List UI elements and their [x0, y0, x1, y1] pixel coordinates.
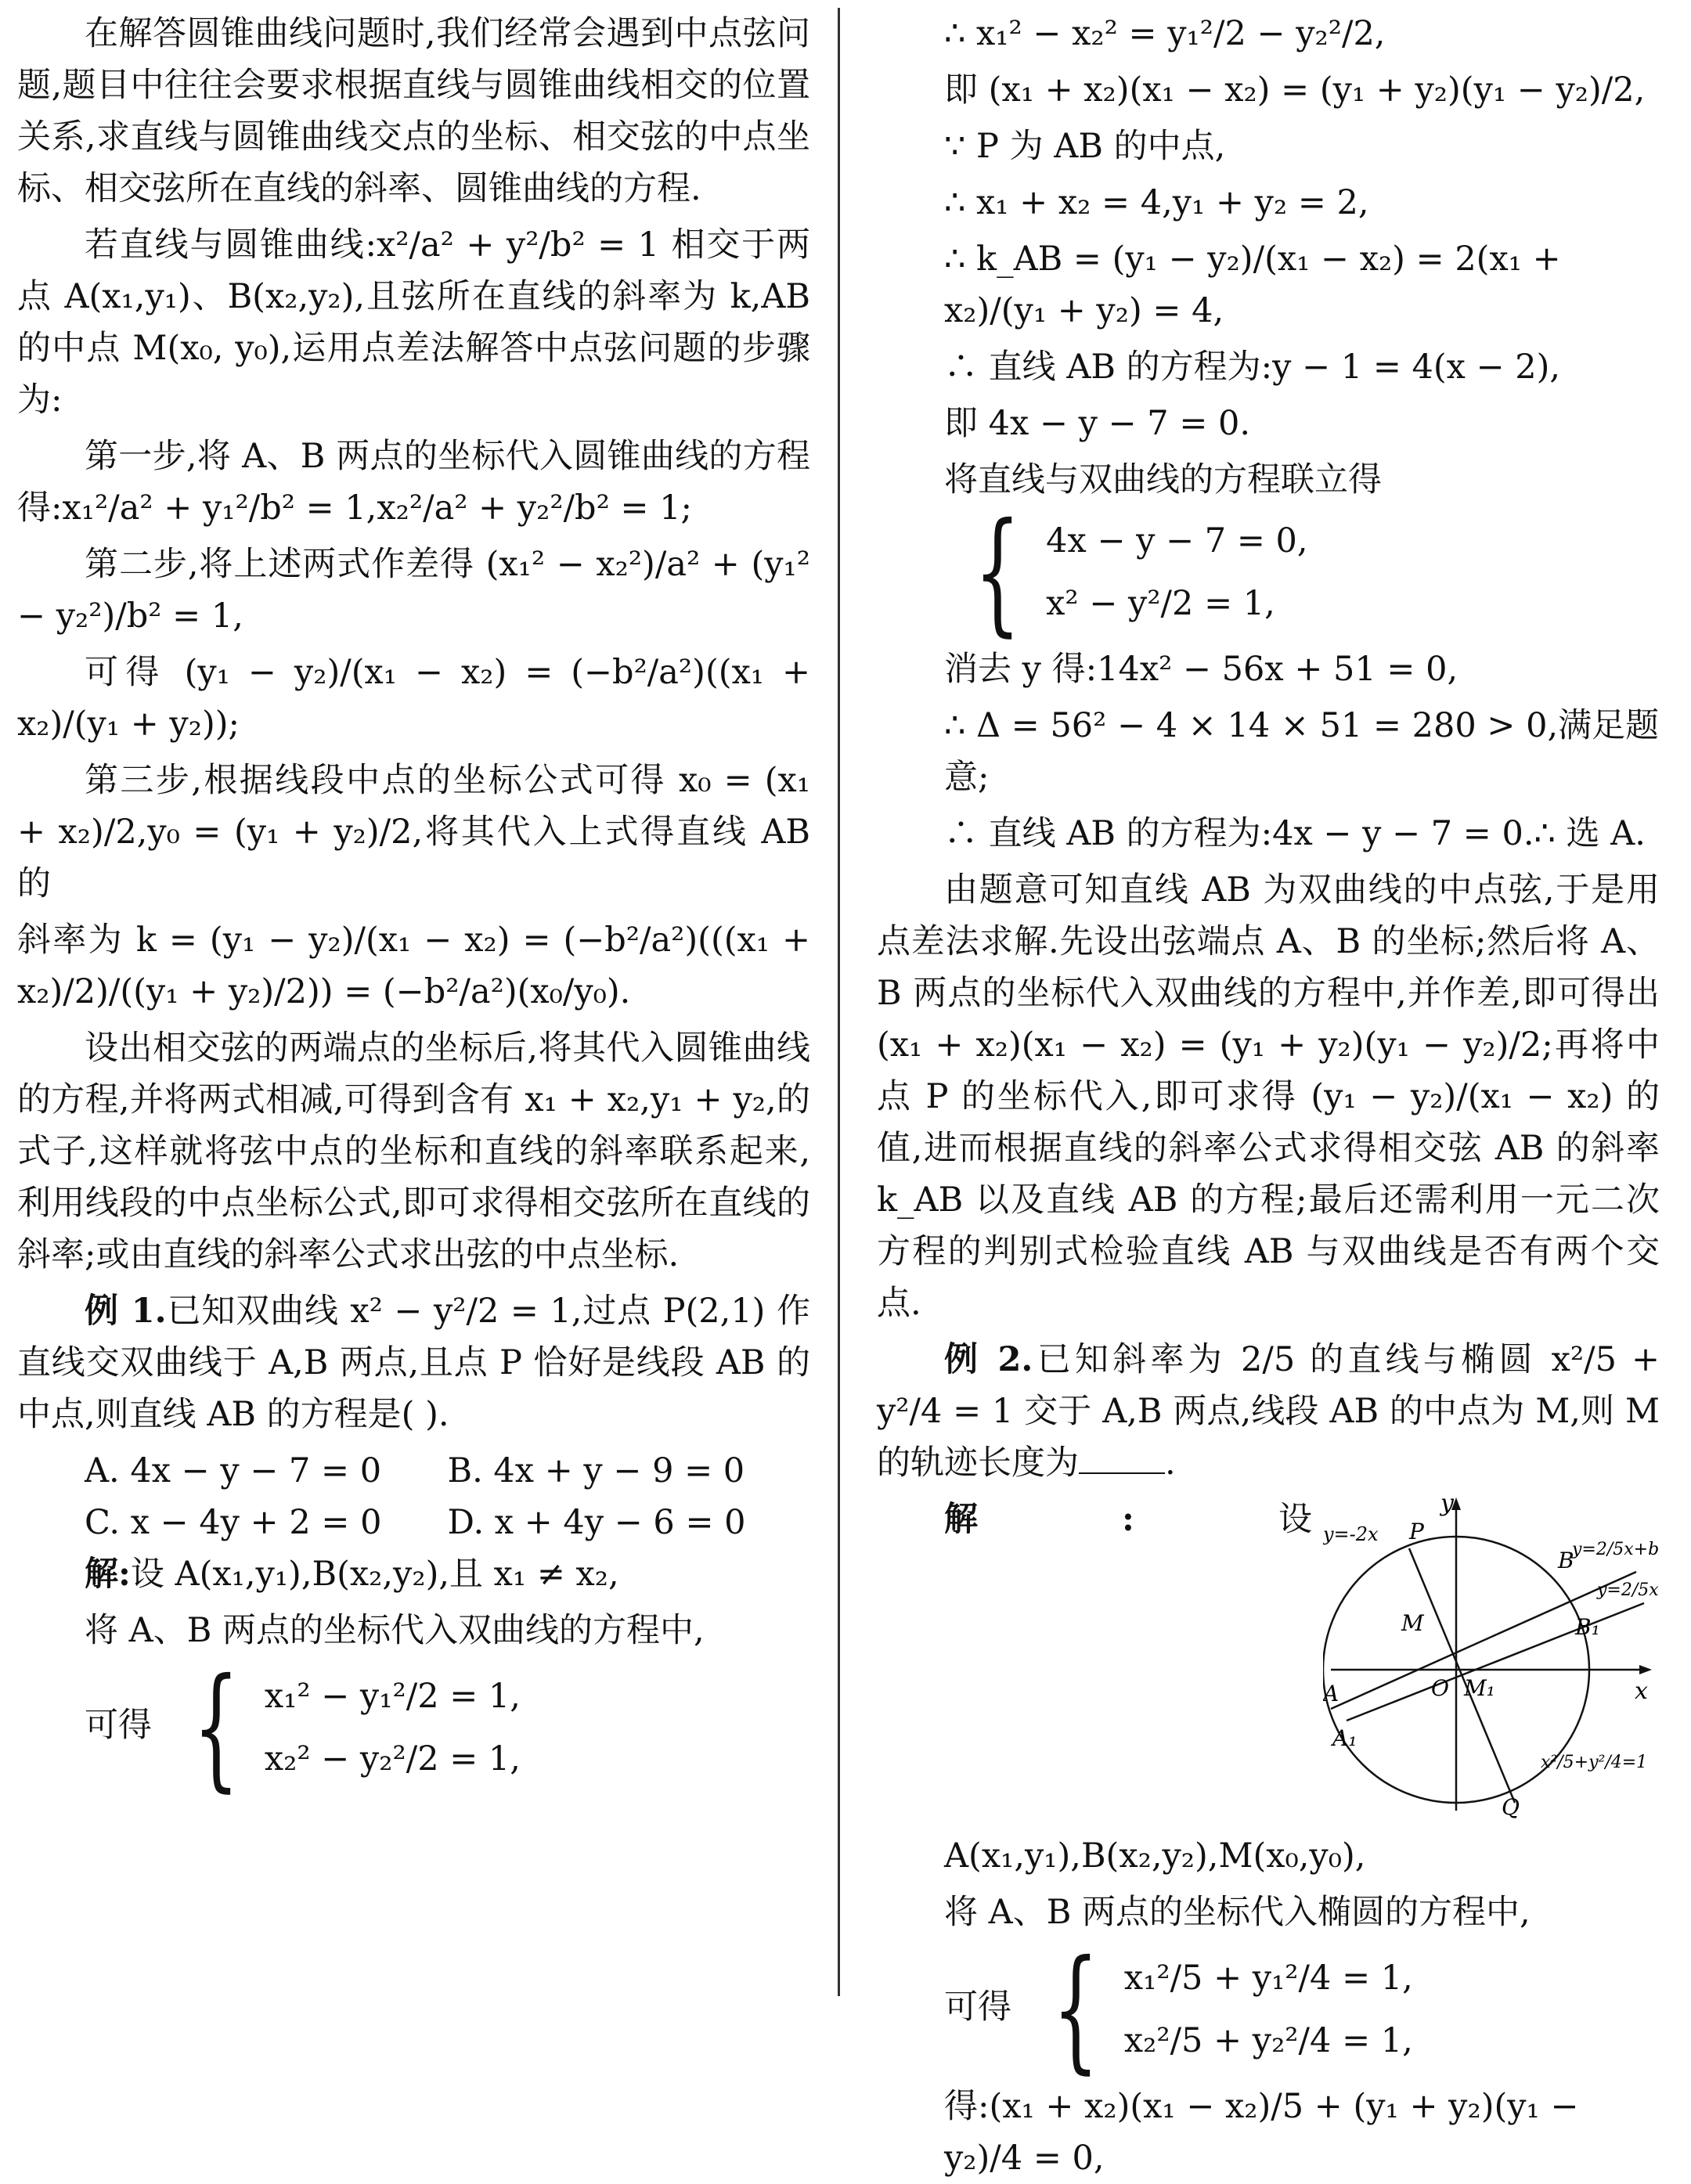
- setup-paragraph: 若直线与圆锥曲线:x²/a² + y²/b² = 1 相交于两点 A(x₁,y₁)、B(x₂,y₂),且弦所在直线的斜率为 k,AB 的中点 M(x₀, y₀),运用点差法解答中点弦问题的步骤为:: [17, 225, 810, 420]
- option-d: D. x + 4y − 6 = 0: [447, 1503, 746, 1542]
- label-a1: A₁: [1332, 1725, 1357, 1751]
- solution-two-text: 设 A(x₁,y₁),B(x₂,y₂),M(x₀,y₀),: [944, 1500, 1366, 1876]
- system-two-equation-1: x₁²/5 + y₁²/4 = 1,: [1123, 1959, 1413, 1998]
- option-c: C. x − 4y + 2 = 0: [85, 1503, 382, 1542]
- derivation-9: 消去 y 得:14x² − 56x + 51 = 0,: [944, 650, 1458, 689]
- step-two-result: 可得 (y₁ − y₂)/(x₁ − x₂) = (−b²/a²)((x₁ + x₂)/(y₁ + y₂));: [17, 653, 810, 744]
- solution-one-line2: 将 A、B 两点的坐标代入双曲线的方程中,: [85, 1611, 705, 1650]
- simultaneous-label: 将直线与双曲线的方程联立得: [944, 460, 1382, 499]
- solution-one-text: 设 A(x₁,y₁),B(x₂,y₂),且 x₁ ≠ x₂,: [130, 1555, 619, 1594]
- label-line-2-5x: y=2/5x: [1597, 1580, 1659, 1600]
- derivation-4: ∴ x₁ + x₂ = 4,y₁ + y₂ = 2,: [944, 183, 1369, 222]
- step-one: 第一步,将 A、B 两点的坐标代入圆锥曲线的方程得:x₁²/a² + y₁²/b² = 1,x₂²/a² + y₂²/b² = 1;: [17, 437, 810, 528]
- example-one-label: 例 1.: [85, 1292, 167, 1331]
- left-brace-icon: {: [974, 495, 1021, 650]
- simultaneous-equation-1: 4x − y − 7 = 0,: [1046, 521, 1308, 560]
- derivation-7: 即 4x − y − 7 = 0.: [944, 404, 1251, 443]
- left-column: [0, 0, 826, 2002]
- label-origin: O: [1431, 1675, 1449, 1701]
- label-b: B: [1558, 1548, 1574, 1573]
- system-equation-1: x₁² − y₁²/2 = 1,: [264, 1677, 521, 1716]
- option-a: A. 4x − y − 7 = 0: [85, 1451, 382, 1490]
- label-ellipse-eq: x²/5+y²/4=1: [1541, 1753, 1648, 1772]
- example-one: [17, 1285, 810, 1440]
- left-brace-icon: {: [1052, 1932, 1099, 2087]
- solution-one: [17, 1548, 810, 1600]
- ellipse-figure: [1323, 1494, 1660, 1822]
- label-m: M: [1401, 1610, 1424, 1636]
- example-one-options: [17, 1445, 810, 1548]
- label-x-axis: x: [1635, 1678, 1648, 1705]
- column-divider: [838, 8, 840, 1996]
- label-p: P: [1409, 1519, 1424, 1544]
- step-three-slope: 斜率为 k = (y₁ − y₂)/(x₁ − x₂) = (−b²/a²)(((x₁ + x₂)/2)/((y₁ + y₂)/2)) = (−b²/a²)(x₀/y₀).: [17, 921, 810, 1011]
- left-brace-icon: {: [193, 1650, 240, 1805]
- system-label: 可得: [85, 1706, 152, 1745]
- label-b1: B₁: [1575, 1614, 1600, 1640]
- derivation-1: ∴ x₁² − x₂² = y₁²/2 − y₂²/2,: [944, 14, 1386, 53]
- solution-two-line2: 将 A、B 两点的坐标代入椭圆的方程中,: [944, 1893, 1531, 1932]
- simultaneous-equation-2: x² − y²/2 = 1,: [1046, 584, 1275, 623]
- answer-blank: [1079, 1441, 1165, 1474]
- derivation-3: ∵ P 为 AB 的中点,: [944, 127, 1226, 166]
- step-two: 第二步,将上述两式作差得 (x₁² − x₂²)/a² + (y₁² − y₂²)/b² = 1,: [17, 545, 810, 636]
- summary-paragraph: 设出相交弦的两端点的坐标后,将其代入圆锥曲线的方程,并将两式相减,可得到含有 x₁ + x₂,y₁ + y₂,的式子,这样就将弦中点的坐标和直线的斜率联系起来,利用线段的中点坐标公式,即可求得相交弦所在直线的斜率;或由直线的斜率公式求出弦的中点坐标.: [17, 1029, 810, 1274]
- system-two-equation-2: x₂²/5 + y₂²/4 = 1,: [1123, 2021, 1413, 2060]
- option-b: B. 4x + y − 9 = 0: [447, 1451, 745, 1490]
- example-two-label: 例 2.: [944, 1340, 1033, 1379]
- solution-two-difference: 得:(x₁ + x₂)(x₁ − x₂)/5 + (y₁ + y₂)(y₁ − y₂)/4 = 0,: [944, 2087, 1579, 2178]
- intro-paragraph: 在解答圆锥曲线问题时,我们经常会遇到中点弦问题,题目中往往会要求根据直线与圆锥曲线相交的位置关系,求直线与圆锥曲线交点的坐标、相交弦的中点坐标、相交弦所在直线的斜率、圆锥曲线的方程.: [17, 14, 810, 208]
- example-two: [877, 1334, 1660, 1489]
- derivation-6: ∴ 直线 AB 的方程为:y − 1 = 4(x − 2),: [944, 348, 1561, 387]
- label-line-b: y=2/5x+b: [1572, 1540, 1660, 1559]
- label-a: A: [1323, 1681, 1339, 1706]
- solution-two-label: 解:: [944, 1500, 1134, 1539]
- system-equation-2: x₂² − y₂²/2 = 1,: [264, 1739, 521, 1779]
- derivation-10: ∴ Δ = 56² − 4 × 14 × 51 = 280 > 0,满足题意;: [944, 706, 1660, 797]
- right-column: [861, 0, 1691, 2178]
- label-y-axis: y: [1440, 1494, 1454, 1517]
- solution-one-label: 解:: [85, 1555, 131, 1594]
- simultaneous-system: [877, 454, 1660, 650]
- label-line-neg2x: y=-2x: [1323, 1523, 1379, 1545]
- system-two-label: 可得: [944, 1988, 1011, 2027]
- solution-two-system: [877, 1932, 1660, 2087]
- solution-one-system: [17, 1650, 810, 1805]
- label-m1: M₁: [1464, 1675, 1495, 1701]
- analysis-paragraph: 由题意可知直线 AB 为双曲线的中点弦,于是用点差法求解.先设出弦端点 A、B 的坐标;然后将 A、B 两点的坐标代入双曲线的方程中,并作差,即可得出 (x₁ + x₂)(x₁ − x₂) = (y₁ + y₂)(y₁ − y₂)/2;再将中点 P 的坐标代入,即可求得 (y₁ − y₂)/(x₁ − x₂) 的值,进而根据直线的斜率公式求得相交弦 AB 的斜率 k_AB 以及直线 AB 的方程;最后还需利用一元二次方程的判别式检验直线 AB 与双曲线是否有两个交点.: [877, 870, 1660, 1323]
- example-two-text: 已知斜率为 2/5 的直线与椭圆 x²/5 + y²/4 = 1 交于 A,B 两点,线段 AB 的中点为 M,则 M 的轨迹长度为: [877, 1340, 1660, 1483]
- derivation-2: 即 (x₁ + x₂)(x₁ − x₂) = (y₁ + y₂)(y₁ − y₂)/2,: [944, 70, 1646, 110]
- label-q: Q: [1502, 1794, 1520, 1820]
- derivation-11: ∴ 直线 AB 的方程为:4x − y − 7 = 0.∴ 选 A.: [944, 814, 1646, 853]
- step-three: 第三步,根据线段中点的坐标公式可得 x₀ = (x₁ + x₂)/2,y₀ = (y₁ + y₂)/2,将其代入上式得直线 AB 的: [17, 761, 810, 903]
- example-two-end: .: [1165, 1443, 1176, 1483]
- example-one-text: 已知双曲线 x² − y²/2 = 1,过点 P(2,1) 作直线交双曲线于 A,B 两点,且点 P 恰好是线段 AB 的中点,则直线 AB 的方程是( ).: [17, 1292, 810, 1434]
- x-axis-arrow-icon: [1639, 1665, 1652, 1674]
- derivation-5: ∴ k_AB = (y₁ − y₂)/(x₁ − x₂) = 2(x₁ + x₂)/(y₁ + y₂) = 4,: [944, 240, 1561, 330]
